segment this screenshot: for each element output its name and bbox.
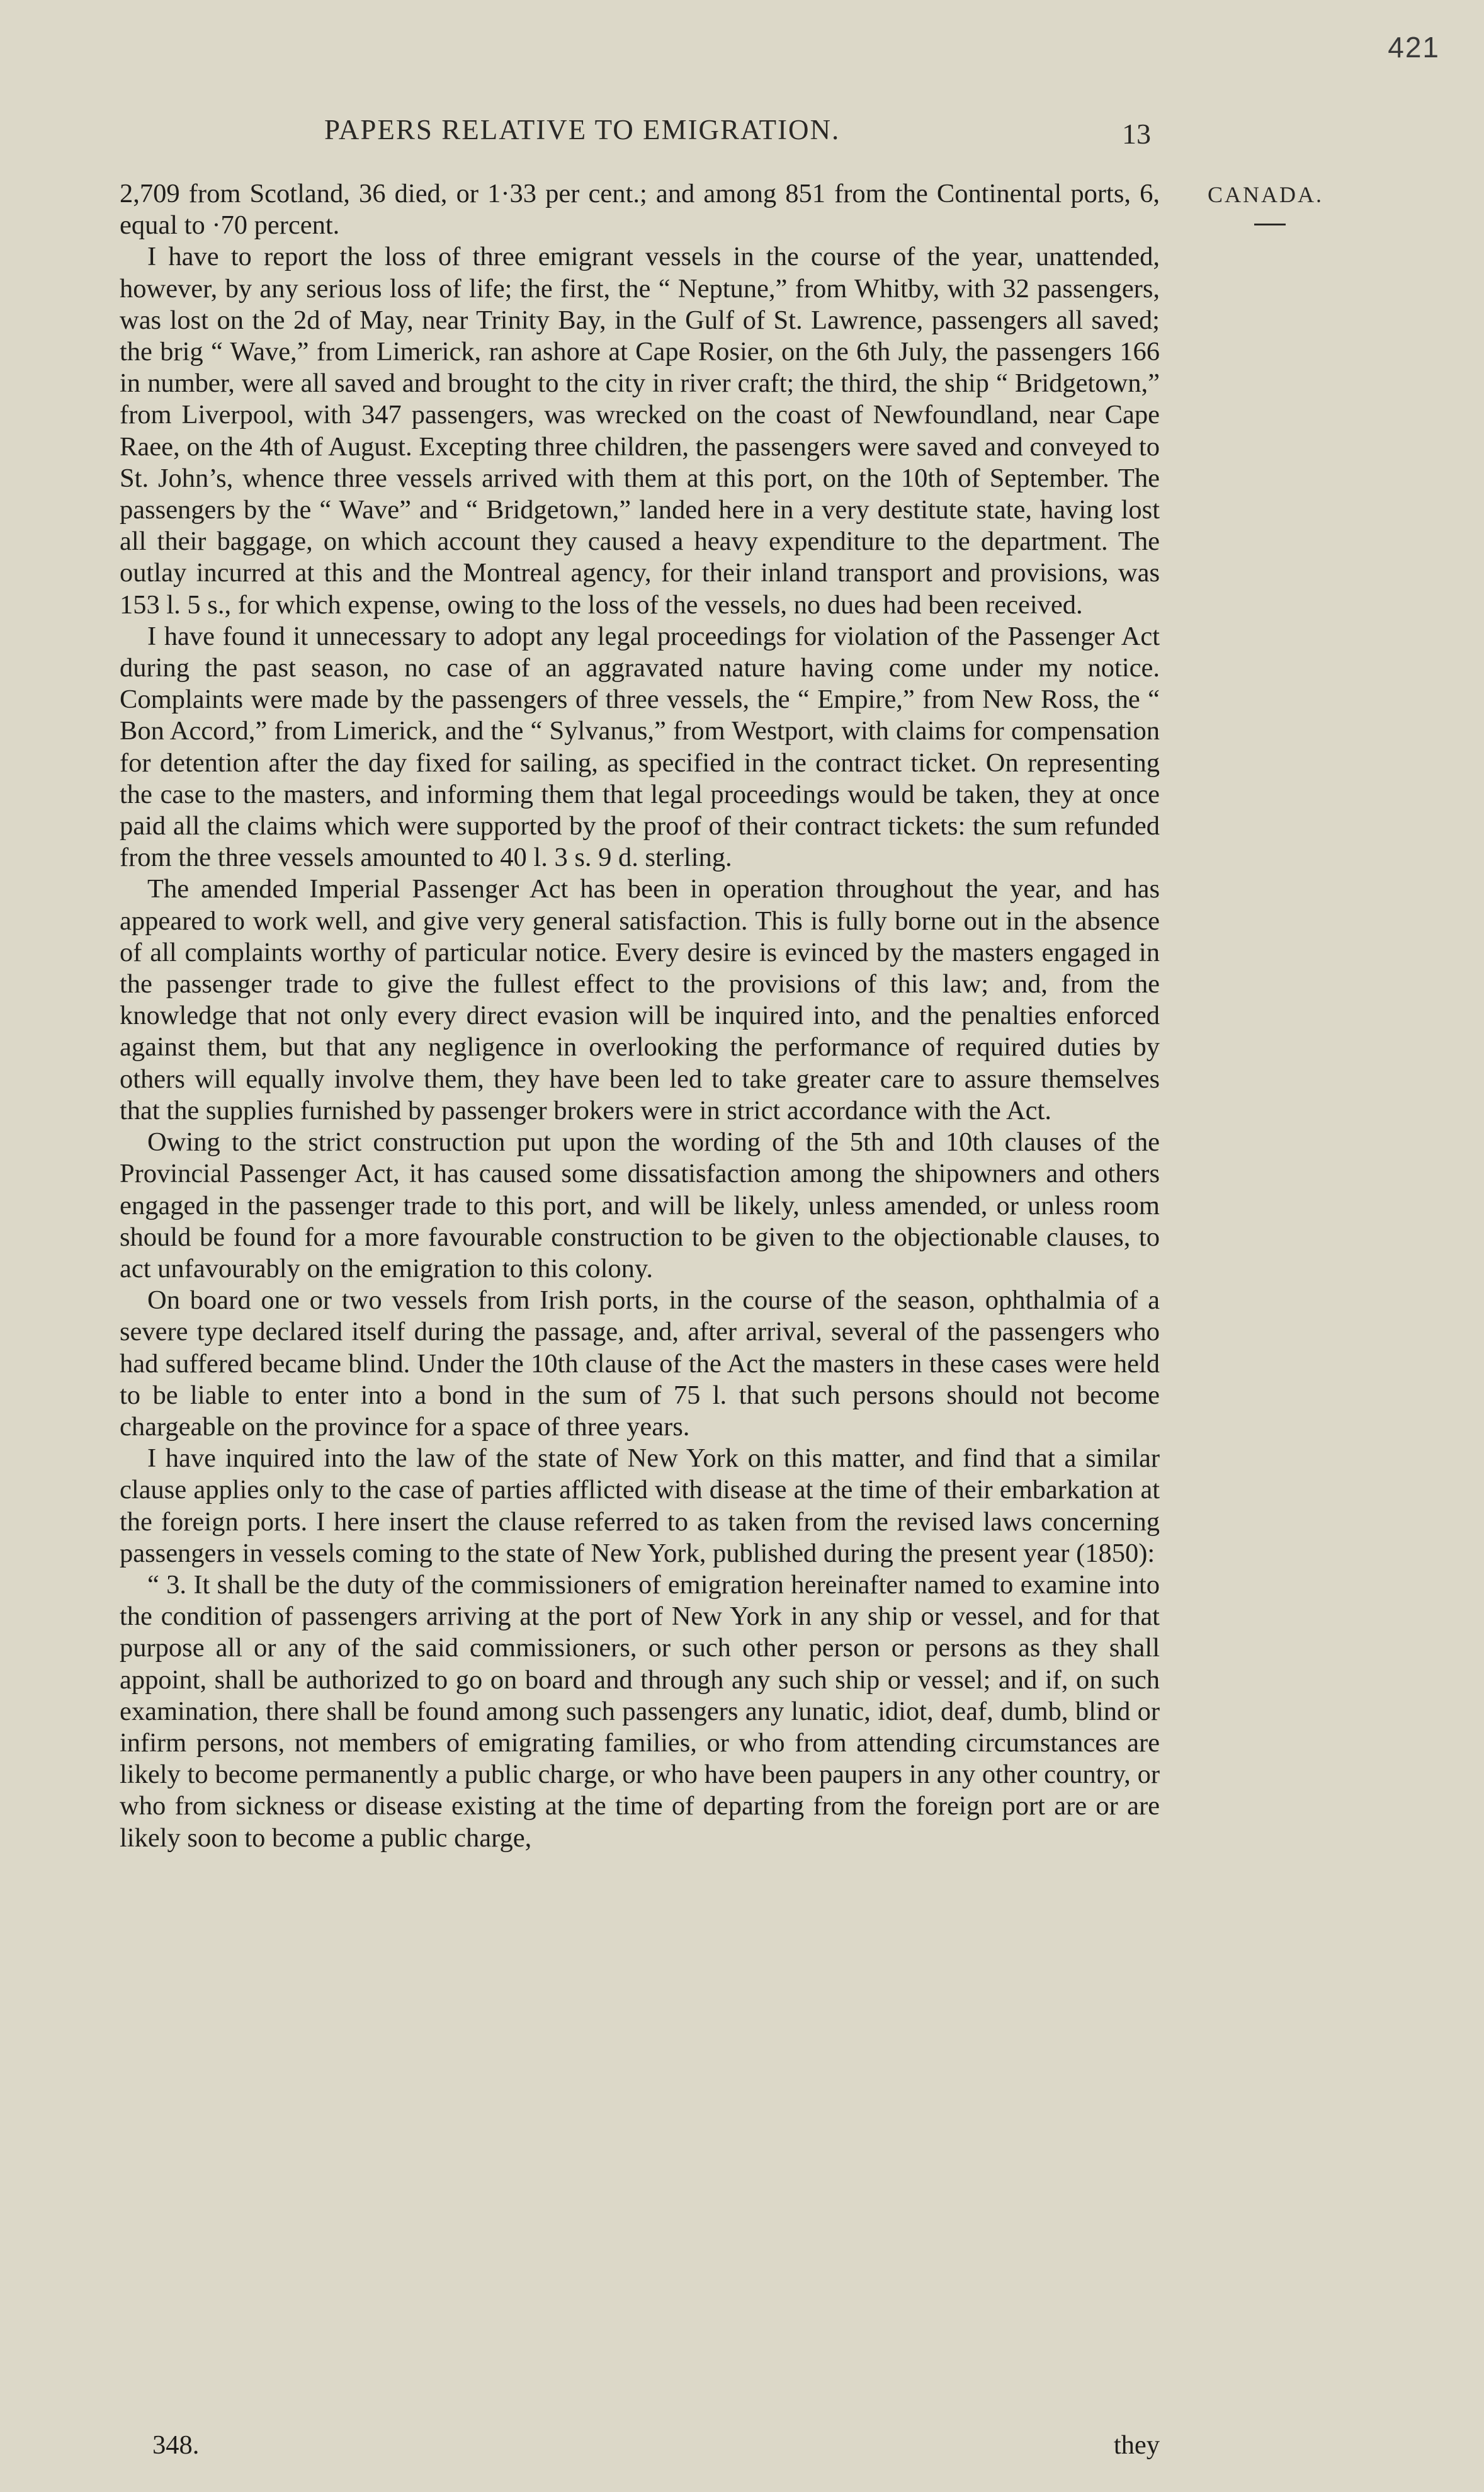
signature-mark: 348. — [152, 2430, 200, 2460]
catchword: they — [1113, 2430, 1160, 2460]
paragraph: Owing to the strict construction put upon the wording of the 5th and 10th clauses of the Provincial Passenger Act, it has caused some dissatisfaction among the shipowners and others engaged in the passenger trade to this port, and will be likely, unless amended, or unless room should be found for a more favourable construction to be given to the objectionable clauses, to act unfavourably on the emigration to this colony. — [120, 1127, 1160, 1283]
running-head-title: PAPERS RELATIVE TO EMIGRATION. — [324, 114, 841, 145]
paragraph: I have found it unnecessary to adopt any legal proceedings for violation of the Passenger Act during the past season, no case of an aggravated nature having come under my notice. Complaints were made by the passengers of three vessels, the “ Empire,” from New Ross, the “ Bon Accord,” from Limerick, and the “ Sylvanus,” from Westport, with claims for compensation for detention after the day fixed for sailing, as specified in the contract ticket. On representing the case to the masters, and informing them that legal proceedings would be taken, they at once paid all the claims which were supported by the proof of their contract tickets: the sum refunded from the three vessels amounted to 40 l. 3 s. 9 d. sterling. — [120, 621, 1160, 873]
paragraph: The amended Imperial Passenger Act has been in operation throughout the year, and has appeared to work well, and give very general satisfaction. This is fully borne out in the absence of all complaints worthy of particular notice. Every desire is evinced by the masters engaged in the passenger trade to give the fullest effect to the provisions of this law; and, from the knowledge that not only every direct evasion will be inquired into, and the penalties enforced against them, but that any negligence in overlooking the performance of required duties by others will equally involve them, they have been led to take greater care to assure themselves that the supplies furnished by passenger brokers were in strict accordance with the Act. — [120, 874, 1160, 1125]
paragraph: I have to report the loss of three emigrant vessels in the course of the year, unattended, however, by any serious loss of life; the first, the “ Neptune,” from Whitby, with 32 passengers, was lost on the 2d of May, near Trinity Bay, in the Gulf of St. Lawrence, passengers all saved; the brig “ Wave,” from Limerick, ran ashore at Cape Rosier, on the 6th July, the passengers 166 in number, were all saved and brought to the city in river craft; the third, the ship “ Bridgetown,” from Liverpool, with 347 passengers, was wrecked on the coast of Newfoundland, near Cape Raee, on the 4th of August. Excepting three children, the passengers were saved and conveyed to St. John’s, whence three vessels arrived with them at this port, on the 10th of September. The passengers by the “ Wave” and “ Bridgetown,” landed here in a very destitute state, having lost all their baggage, on which account they caused a heavy expenditure to the department. The outlay incurred at this and the Montreal agency, for their inland transport and provisions, was 153 l. 5 s., for which expense, owing to the loss of the vessels, no dues had been received. — [120, 242, 1160, 620]
margin-note: CANADA. — [1208, 182, 1324, 207]
page-footer — [152, 2430, 1160, 2461]
paragraph: 2,709 from Scotland, 36 died, or 1·33 per cent.; and among 851 from the Continental ports, 6, equal to ·70 percent. — [120, 179, 1160, 241]
body-text — [120, 178, 1160, 1854]
folio-number: 421 — [1388, 31, 1440, 64]
paragraph: I have inquired into the law of the state of New York on this matter, and find that a similar clause applies only to the case of parties afflicted with disease at the time of their embarkation at the foreign ports. I here insert the clause referred to as taken from the revised laws concerning passengers in vessels coming to the state of New York, published during the present year (1850): — [120, 1443, 1160, 1568]
paragraph: On board one or two vessels from Irish ports, in the course of the season, ophthalmia of a severe type declared itself during the passage, and, after arrival, several of the passengers who had suffered became blind. Under the 10th clause of the Act the masters in these cases were held to be liable to enter into a bond in the sum of 75 l. that such persons should not become chargeable on the province for a space of three years. — [120, 1285, 1160, 1442]
page-number: 13 — [1122, 118, 1151, 150]
margin-rule — [1254, 224, 1286, 225]
quoted-clause: “ 3. It shall be the duty of the commissioners of emigration hereinafter named to examine into the condition of passengers arriving at the port of New York in any ship or vessel, and for that purpose all or any of the said commissioners, or such other person or persons as they shall appoint, shall be authorized to go on board and through any such ship or vessel; and if, on such examination, there shall be found among such passengers any lunatic, idiot, deaf, dumb, blind or infirm persons, not members of emigrating families, or who from attending circumstances are likely to become permanently a public charge, or who have been paupers in any other country, or who from sickness or disease existing at the time of departing from the foreign port are or are likely soon to become a public charge, — [120, 1569, 1160, 1853]
